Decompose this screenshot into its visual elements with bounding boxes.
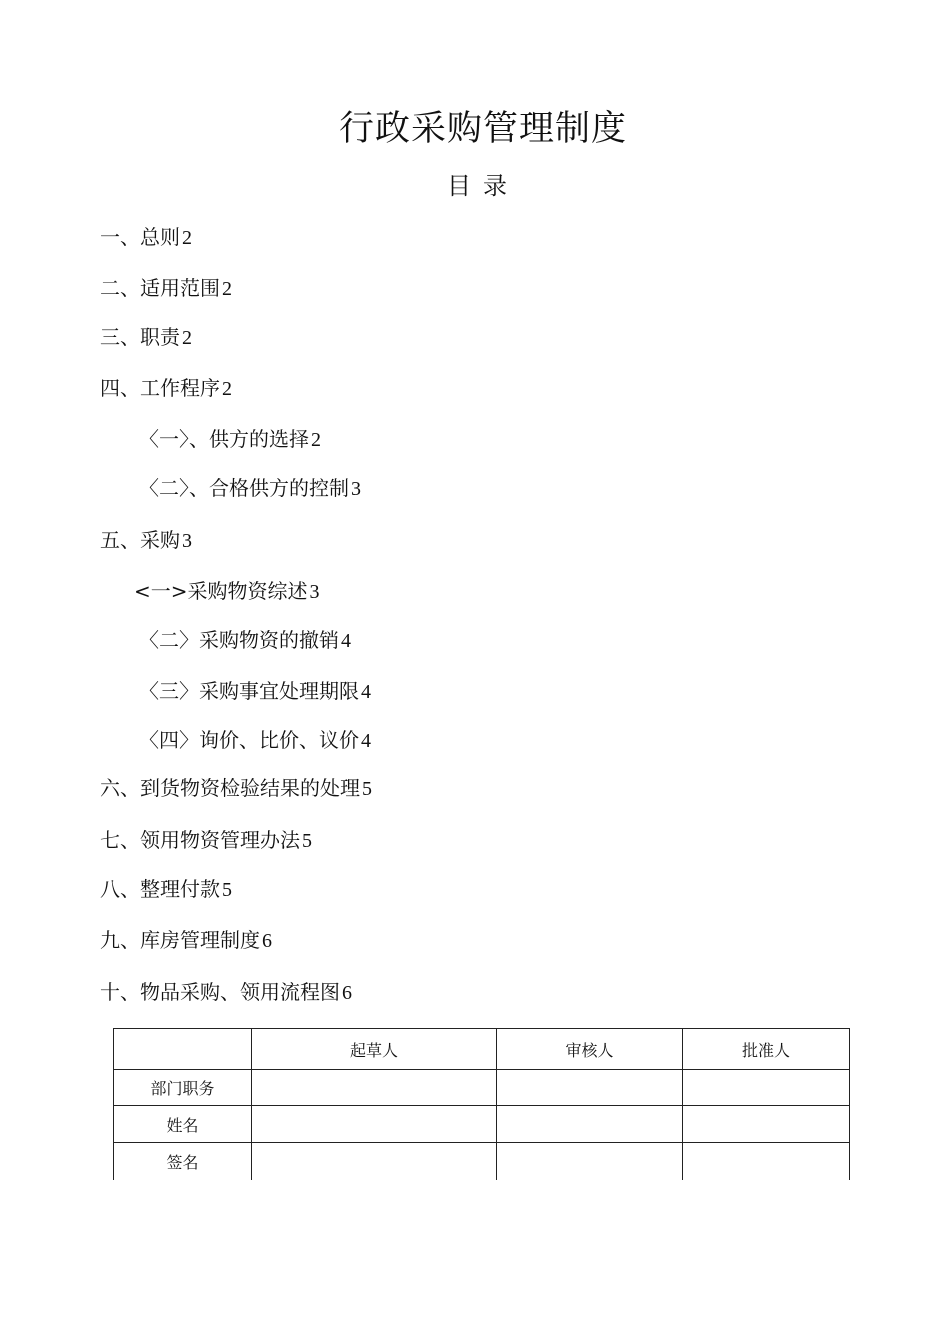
toc-item-page: 3 [351,478,361,500]
header-cell-empty [114,1029,252,1070]
toc-item-text: 三、职责 [100,325,180,349]
toc-item-text: 〈四〉询价、比价、议价 [139,728,359,752]
toc-item-text: 〈二〉、合格供方的控制 [139,476,349,500]
toc-item[interactable] [134,577,320,606]
row-label-department-position: 部门职务 [114,1070,252,1106]
document-title: 行政采购管理制度 [338,109,627,149]
toc-item[interactable] [100,926,272,955]
table-cell[interactable] [683,1070,850,1106]
table-cell[interactable] [497,1106,683,1143]
toc-item-page: 4 [361,681,371,703]
toc-item[interactable] [139,474,361,503]
toc-item-page: 6 [262,930,272,952]
table-cell[interactable] [252,1106,497,1143]
toc-item-page: 4 [341,630,351,652]
toc-item-text: 一、总则 [100,225,180,249]
toc-item-text: 〈二〉采购物资的撤销 [139,628,339,652]
toc-item[interactable] [100,774,372,803]
toc-item-page: 4 [361,730,371,752]
toc-item[interactable] [100,526,192,555]
toc-item[interactable] [100,374,232,403]
table-row [114,1070,850,1106]
table-row [114,1143,850,1180]
toc-item-page: 5 [362,778,372,800]
toc-item-page: 5 [222,879,232,901]
toc-item[interactable] [100,978,352,1007]
toc-item[interactable] [139,726,371,755]
approval-table [113,1028,850,1180]
toc-item-text: 四、工作程序 [100,376,220,400]
toc-item-text: 二、适用范围 [100,276,220,300]
row-label-name: 姓名 [114,1106,252,1143]
toc-item-page: 2 [182,327,192,349]
toc-item-text: 〈三〉采购事宜处理期限 [139,679,359,703]
toc-item-page: 3 [182,530,192,552]
toc-item-text: 〈一〉、供方的选择 [139,427,309,451]
toc-item[interactable] [100,875,232,904]
toc-item-page: 2 [311,429,321,451]
toc-item-text: 十、物品采购、领用流程图 [100,980,340,1004]
toc-item-page: 2 [182,227,192,249]
approval-table-header [114,1029,850,1070]
toc-item[interactable] [100,274,232,303]
toc-item-page: 5 [302,830,312,852]
toc-item-text: 八、整理付款 [100,877,220,901]
row-label-signature: 签名 [114,1143,252,1180]
header-cell-drafter: 起草人 [252,1029,497,1070]
toc-item[interactable] [139,626,351,655]
toc-item-text: 六、到货物资检验结果的处理 [100,776,360,800]
header-cell-reviewer: 审核人 [497,1029,683,1070]
toc-item-page: 2 [222,378,232,400]
toc-item-text: 七、领用物资管理办法 [100,828,300,852]
toc-item[interactable] [139,425,321,454]
table-cell[interactable] [683,1143,850,1180]
table-cell[interactable] [252,1143,497,1180]
toc-item[interactable] [100,323,192,352]
table-cell[interactable] [252,1070,497,1106]
toc-item-page: 3 [309,581,320,603]
toc-item[interactable] [100,223,192,252]
table-cell[interactable] [497,1143,683,1180]
table-cell[interactable] [683,1106,850,1143]
toc-item-text: 九、库房管理制度 [100,928,260,952]
toc-heading: 目录 [447,172,519,200]
table-cell[interactable] [497,1070,683,1106]
toc-item-page: 2 [222,278,232,300]
toc-item-text: 五、采购 [100,528,180,552]
toc-item-page: 6 [342,982,352,1004]
table-row [114,1106,850,1143]
toc-item[interactable] [139,677,371,706]
header-cell-approver: 批准人 [683,1029,850,1070]
toc-item-text: <一>采购物资综述 [134,579,308,603]
toc-item[interactable] [100,826,312,855]
